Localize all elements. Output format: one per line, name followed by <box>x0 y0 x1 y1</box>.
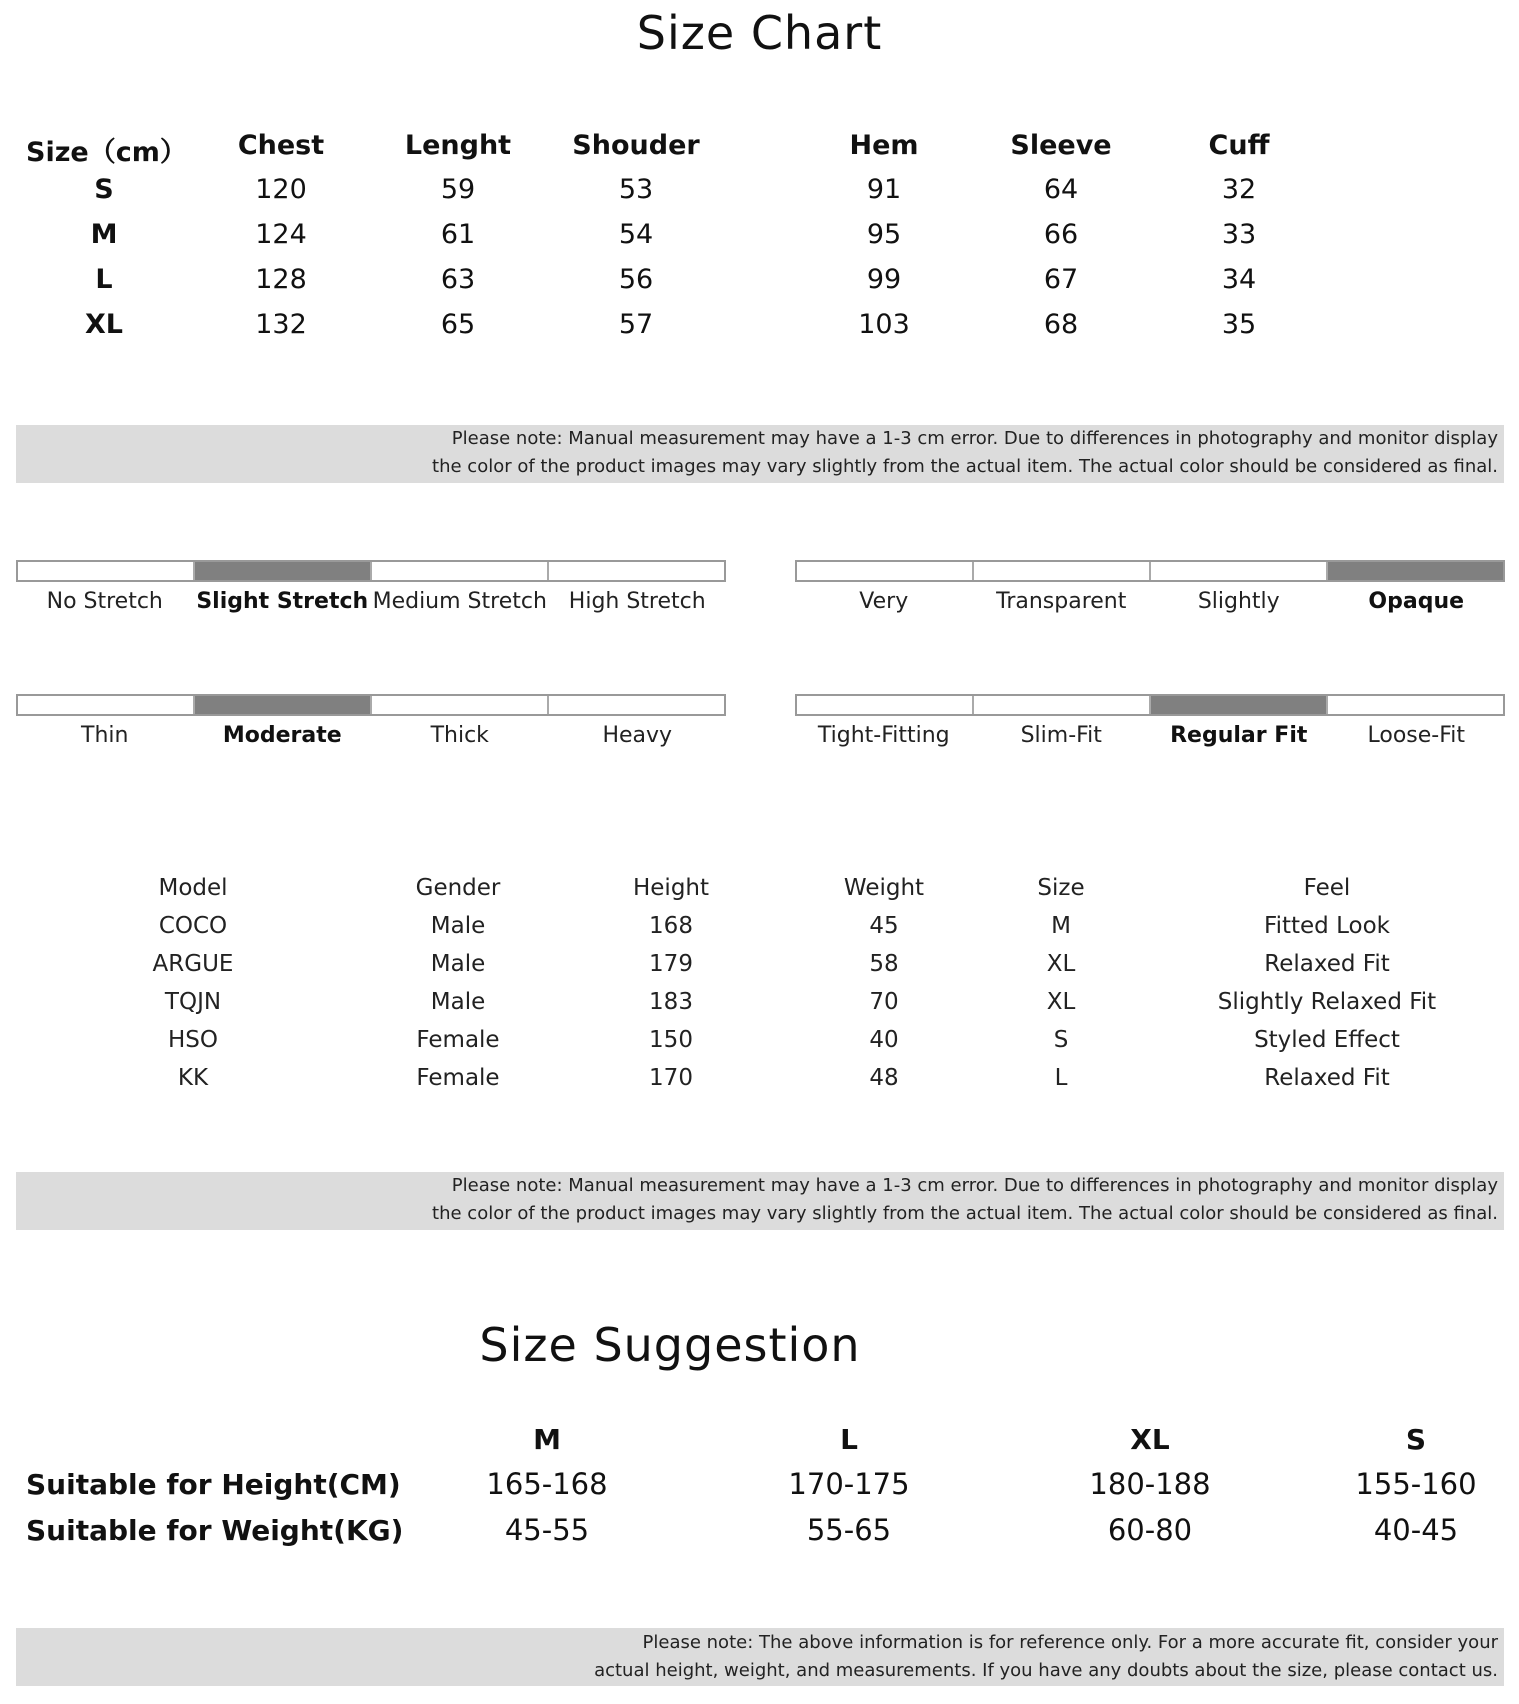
table-cell: 32 <box>1221 174 1257 205</box>
table-cell: 54 <box>618 219 654 250</box>
table-header: Chest <box>237 130 325 161</box>
table-cell: 56 <box>618 264 654 295</box>
table-cell: 103 <box>858 309 910 340</box>
model-table-header: Feel <box>1303 875 1351 901</box>
scale-segment-selected <box>1151 696 1328 714</box>
table-cell: 67 <box>1043 264 1079 295</box>
suggestion-weight-cell: 45-55 <box>504 1513 590 1547</box>
scale-segment <box>974 562 1151 580</box>
scale-label: Transparent <box>996 589 1127 614</box>
table-header: Size（cm） <box>26 137 187 168</box>
suggestion-size-header: XL <box>1130 1423 1170 1456</box>
scale-label: No Stretch <box>46 589 163 614</box>
scale-segment-selected <box>1328 562 1503 580</box>
opacity-scale <box>795 560 1505 582</box>
table-cell: 66 <box>1043 219 1079 250</box>
table-cell: 53 <box>618 174 654 205</box>
scale-label: Heavy <box>602 723 673 748</box>
suggestion-size-header: M <box>533 1423 561 1456</box>
scale-label: Slightly <box>1197 589 1280 614</box>
table-cell: 63 <box>440 264 476 295</box>
model-table-cell: Slightly Relaxed Fit <box>1217 989 1437 1015</box>
note-text: Please note: Manual measurement may have a 1-3 cm error. Due to differences in photography and monitor display <box>451 1175 1498 1196</box>
table-cell: 68 <box>1043 309 1079 340</box>
scale-segment-selected <box>195 562 372 580</box>
size-label-cell: L <box>95 264 113 295</box>
size-label-cell: S <box>94 174 114 205</box>
model-table-header: Height <box>632 875 710 901</box>
table-cell: 65 <box>440 309 476 340</box>
model-table-cell: COCO <box>158 913 228 939</box>
model-table-cell: 168 <box>649 913 693 939</box>
table-cell: 95 <box>866 219 902 250</box>
model-table-cell: HSO <box>168 1027 218 1053</box>
page-title: Size Chart <box>636 6 883 60</box>
table-cell: 34 <box>1221 264 1257 295</box>
table-header: Hem <box>849 130 919 161</box>
table-cell: 99 <box>866 264 902 295</box>
table-cell: 91 <box>866 174 902 205</box>
scale-segment <box>797 696 974 714</box>
suggestion-height-cell: 170-175 <box>788 1467 910 1501</box>
model-table-cell: Female <box>416 1027 500 1053</box>
table-cell: 61 <box>440 219 476 250</box>
model-table-cell: L <box>1054 1065 1068 1091</box>
model-table-header: Weight <box>843 875 925 901</box>
table-cell: 128 <box>255 264 307 295</box>
table-cell: 35 <box>1221 309 1257 340</box>
height-row-label: Suitable for Height(CM) <box>26 1468 401 1501</box>
table-cell: 59 <box>440 174 476 205</box>
model-table-cell: Fitted Look <box>1264 913 1390 939</box>
model-table-cell: XL <box>1046 951 1076 977</box>
scale-label: Regular Fit <box>1170 723 1308 748</box>
scale-segment <box>974 696 1151 714</box>
scale-segment <box>18 696 195 714</box>
model-table-header: Model <box>158 875 228 901</box>
suggestion-height-cell: 165-168 <box>486 1467 608 1501</box>
suggestion-weight-cell: 40-45 <box>1373 1513 1459 1547</box>
thickness-scale <box>16 694 726 716</box>
model-table-cell: 40 <box>869 1027 899 1053</box>
model-table-header: Gender <box>415 875 501 901</box>
table-header: Cuff <box>1208 130 1270 161</box>
suggestion-size-header: L <box>840 1423 858 1456</box>
suggestion-weight-cell: 60-80 <box>1107 1513 1193 1547</box>
table-header: Lenght <box>404 130 512 161</box>
model-table-cell: 58 <box>869 951 899 977</box>
note-banner <box>16 1172 1504 1230</box>
table-cell: 57 <box>618 309 654 340</box>
size-label-cell: XL <box>84 309 124 340</box>
scale-segment <box>1328 696 1503 714</box>
model-table-cell: Relaxed Fit <box>1264 951 1390 977</box>
scale-label: Slight Stretch <box>196 589 369 614</box>
table-header: Sleeve <box>1010 130 1112 161</box>
weight-row-label: Suitable for Weight(KG) <box>26 1514 404 1547</box>
scale-label: Slim-Fit <box>1020 723 1102 748</box>
scale-segment-selected <box>195 696 372 714</box>
model-table-cell: Relaxed Fit <box>1264 1065 1390 1091</box>
model-table-cell: 170 <box>649 1065 693 1091</box>
model-table-cell: Female <box>416 1065 500 1091</box>
suggestion-title: Size Suggestion <box>479 1318 861 1372</box>
model-table-cell: Male <box>430 989 486 1015</box>
scale-label: High Stretch <box>568 589 706 614</box>
suggestion-size-header: S <box>1405 1423 1427 1456</box>
model-table-cell: KK <box>177 1065 209 1091</box>
table-cell: 132 <box>255 309 307 340</box>
note-text: the color of the product images may vary slightly from the actual item. The actual color should be considered as final. <box>432 456 1498 477</box>
note-banner <box>16 1628 1504 1686</box>
model-table-cell: Male <box>430 913 486 939</box>
scale-label: Loose-Fit <box>1367 723 1466 748</box>
table-cell: 120 <box>255 174 307 205</box>
model-table-cell: 45 <box>869 913 899 939</box>
table-cell: 124 <box>255 219 307 250</box>
model-table-header: Size <box>1037 875 1085 901</box>
model-table-cell: TQJN <box>164 989 222 1015</box>
note-banner <box>16 425 1504 483</box>
stretch-scale <box>16 560 726 582</box>
scale-label: Medium Stretch <box>372 589 547 614</box>
scale-label: Thick <box>430 723 489 748</box>
scale-segment <box>549 696 724 714</box>
suggestion-height-cell: 155-160 <box>1355 1467 1477 1501</box>
model-table-cell: 70 <box>869 989 899 1015</box>
note-text: the color of the product images may vary slightly from the actual item. The actual color should be considered as final. <box>432 1203 1498 1224</box>
model-table-cell: 48 <box>869 1065 899 1091</box>
table-cell: 64 <box>1043 174 1079 205</box>
scale-label: Opaque <box>1368 589 1465 614</box>
model-table-cell: Male <box>430 951 486 977</box>
scale-label: Thin <box>81 723 129 748</box>
scale-segment <box>372 696 549 714</box>
suggestion-weight-cell: 55-65 <box>806 1513 892 1547</box>
model-table-cell: S <box>1053 1027 1069 1053</box>
scale-label: Moderate <box>222 723 342 748</box>
size-label-cell: M <box>90 219 118 250</box>
scale-segment <box>549 562 724 580</box>
model-table-cell: Styled Effect <box>1254 1027 1400 1053</box>
fit-scale <box>795 694 1505 716</box>
model-table-cell: 183 <box>649 989 693 1015</box>
note-text: actual height, weight, and measurements. If you have any doubts about the size, please contact us. <box>594 1660 1498 1681</box>
scale-segment <box>797 562 974 580</box>
table-header: Shouder <box>572 130 700 161</box>
note-text: Please note: The above information is for reference only. For a more accurate fit, consider your <box>642 1632 1498 1653</box>
model-table-cell: XL <box>1046 989 1076 1015</box>
scale-label: Very <box>859 589 909 614</box>
scale-label: Tight-Fitting <box>817 723 950 748</box>
model-table-cell: 179 <box>649 951 693 977</box>
scale-segment <box>18 562 195 580</box>
scale-segment <box>1151 562 1328 580</box>
scale-segment <box>372 562 549 580</box>
table-cell: 33 <box>1221 219 1257 250</box>
note-text: Please note: Manual measurement may have a 1-3 cm error. Due to differences in photography and monitor display <box>451 428 1498 449</box>
model-table-cell: M <box>1051 913 1071 939</box>
suggestion-height-cell: 180-188 <box>1089 1467 1211 1501</box>
model-table-cell: 150 <box>649 1027 693 1053</box>
model-table-cell: ARGUE <box>152 951 234 977</box>
